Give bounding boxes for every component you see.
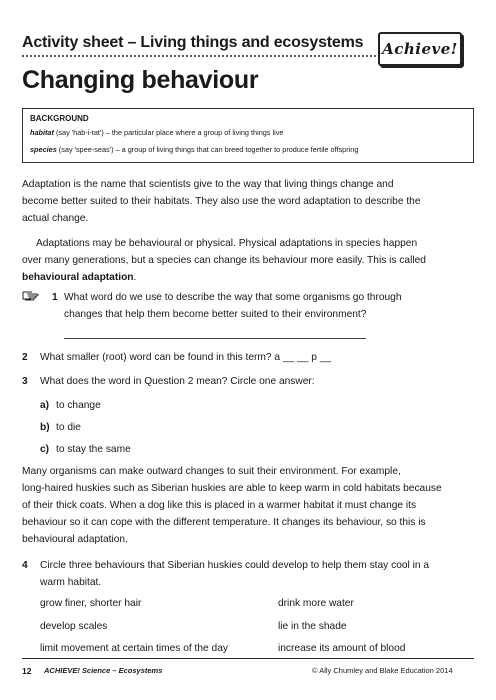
question-2-text: What smaller (root) word can be found in this term? a __ __ p __	[40, 352, 332, 363]
answer-line[interactable]	[64, 338, 366, 339]
text-line: What word do we use to describe the way that some organisms go through	[64, 292, 402, 303]
text-line: Adaptations may be behavioural or physical. Physical adaptations in species happen	[36, 238, 418, 249]
text-line: warm habitat.	[40, 577, 102, 588]
behaviour-option[interactable]: drink more water	[278, 598, 354, 609]
page-title: Changing behaviour	[22, 66, 259, 94]
background-box	[22, 108, 474, 163]
question-number: 2	[22, 352, 28, 363]
text-line: behaviour so it can cope with the different temperature. It changes its behaviour, so this is	[22, 517, 426, 528]
page-number: 12	[22, 666, 32, 676]
achieve-badge: Achieve!	[378, 32, 462, 66]
behaviour-option[interactable]: lie in the shade	[278, 621, 347, 632]
text-line: become better suited to their habitats. They also use the word adaptation to describe the	[22, 196, 421, 207]
question-3-text: What does the word in Question 2 mean? Circle one answer:	[40, 376, 315, 387]
intro-paragraph-2	[22, 235, 470, 286]
text-line: changes that help them become better suited to their environment?	[64, 309, 367, 320]
option-to-die[interactable]: to die	[56, 422, 81, 433]
footer-course-title: ACHIEVE! Science – Ecosystems	[44, 666, 163, 675]
behaviour-option[interactable]: grow finer, shorter hair	[40, 598, 142, 609]
behaviour-option[interactable]: limit movement at certain times of the day	[40, 643, 228, 654]
glossary-row-habitat	[30, 128, 466, 138]
option-letter: a)	[40, 400, 50, 411]
intro-paragraph-1	[22, 176, 470, 227]
text-line: actual change.	[22, 213, 89, 224]
question-4-text	[40, 557, 472, 591]
footer-copyright: © Ally Chumley and Blake Education 2014	[312, 666, 453, 675]
option-to-stay-the-same[interactable]: to stay the same	[56, 444, 131, 455]
text-line: Circle three behaviours that Siberian huskies could develop to help them stay cool in a	[40, 560, 430, 571]
footer-rule	[22, 658, 474, 659]
text-line: Adaptation is the name that scientists give to the way that living things change and	[22, 179, 394, 190]
bold-term: behavioural adaptation	[22, 272, 134, 283]
behaviour-option[interactable]: develop scales	[40, 621, 108, 632]
background-heading: BACKGROUND	[30, 114, 89, 123]
text-line: long-haired huskies such as Siberian huskies are able to keep warm in cold habitats because	[22, 483, 442, 494]
text-line	[22, 269, 470, 286]
text-line: of their thick coats. When a dog like this is placed in a warmer habitat it must change its	[22, 500, 417, 511]
text-line: behavioural adaptation.	[22, 534, 128, 545]
glossary-definition: (say 'hab-i-tat') – the particular place where a group of living things live	[53, 128, 284, 137]
question-number: 1	[52, 292, 58, 303]
question-number: 4	[22, 560, 28, 571]
option-letter: c)	[40, 444, 50, 455]
header-dotted-rule	[22, 55, 380, 57]
huskies-paragraph	[22, 463, 470, 548]
pointing-hand-icon	[22, 289, 40, 301]
glossary-term: habitat	[30, 128, 54, 137]
option-to-change[interactable]: to change	[56, 400, 101, 411]
glossary-row-species	[30, 145, 466, 155]
text-line: over many generations, but a species can change its behaviour more easily. This is called	[22, 255, 426, 266]
sheet-title: Activity sheet – Living things and ecosystems	[22, 34, 364, 51]
glossary-definition: (say 'spee-seas') – a group of living things that can breed together to produce fertile offspring	[56, 145, 359, 154]
glossary-term: species	[30, 145, 57, 154]
option-letter: b)	[40, 422, 50, 433]
text-line: Many organisms can make outward changes to suit their environment. For example,	[22, 466, 401, 477]
question-number: 3	[22, 376, 28, 387]
punctuation: .	[133, 272, 137, 283]
behaviour-option[interactable]: increase its amount of blood	[278, 643, 406, 654]
question-1-text	[64, 289, 472, 323]
